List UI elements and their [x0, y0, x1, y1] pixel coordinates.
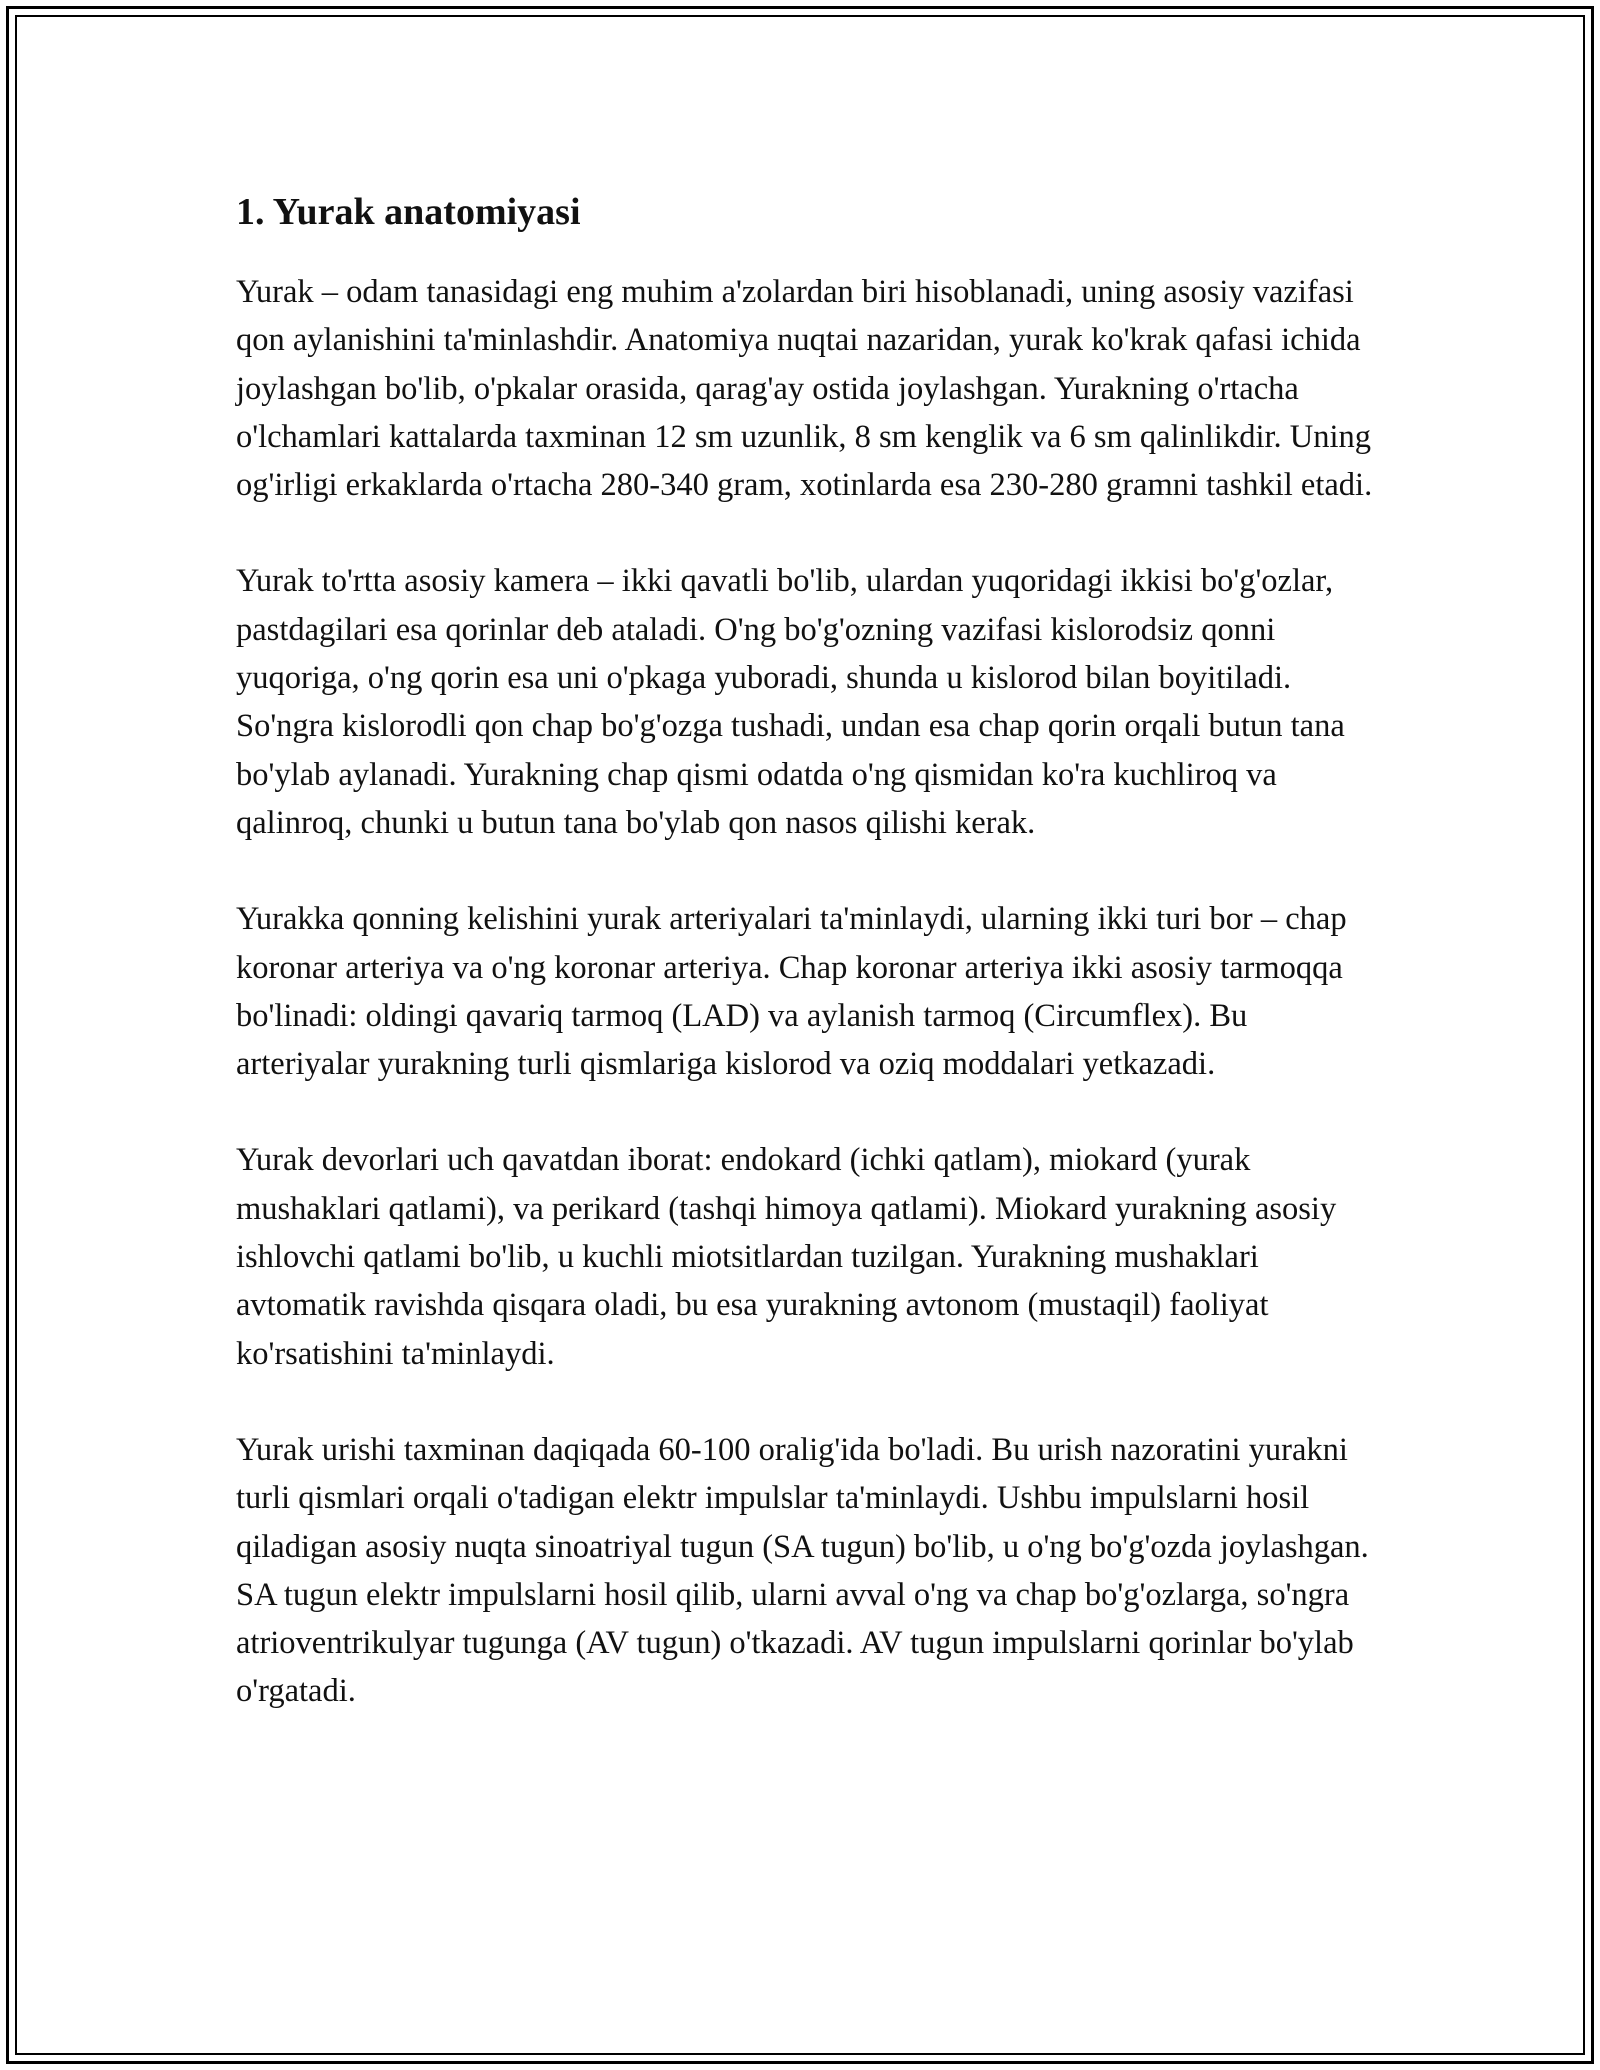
paragraph-3: Yurakka qonning kelishini yurak arteriyalari ta'minlaydi, ularning ikki turi bor – chap koronar arteriya va o'ng koronar arteriya. Chap koronar arteriya ikki asosiy tarmoqqa bo'linadi: oldingi qavariq tarmoq (LAD) va aylanish tarmoq (Circumflex). Bu arteriyalar yurakning turli qismlariga kislorod va oziq moddalari yetkazadi.	[236, 901, 1347, 1083]
section-heading: 1. Yurak anatomiyasi	[236, 191, 581, 233]
paragraph-4: Yurak devorlari uch qavatdan iborat: endokard (ichki qatlam), miokard (yurak mushaklari qatlami), va perikard (tashqi himoya qatlami). Miokard yurakning asosiy ishlovchi qatlami bo'lib, u kuchli miotsitlardan tuzilgan. Yurakning mushaklari avtomatik ravishda qisqara oladi, bu esa yurakning avtonom (mustaqil) faoliyat ko'rsatishini ta'minlaydi.	[236, 1142, 1337, 1372]
paragraph-2: Yurak to'rtta asosiy kamera – ikki qavatli bo'lib, ulardan yuqoridagi ikkisi bo'g'ozlar, pastdagilari esa qorinlar deb ataladi. O'ng bo'g'ozning vazifasi kislorodsiz qonni yuqoriga, o'ng qorin esa uni o'pkaga yuboradi, shunda u kislorod bilan boyitiladi. So'ngra kislorodli qon chap bo'g'ozga tushadi, undan esa chap qorin orqali butun tana bo'ylab aylanadi. Yurakning chap qismi odatda o'ng qismidan ko'ra kuchliroq va qalinroq, chunki u butun tana bo'ylab qon nasos qilishi kerak.	[236, 563, 1345, 841]
document-body	[236, 188, 1386, 1764]
paragraph-1: Yurak – odam tanasidagi eng muhim a'zolardan biri hisoblanadi, uning asosiy vazifasi qon aylanishini ta'minlashdir. Anatomiya nuqtai nazaridan, yurak ko'krak qafasi ichida joylashgan bo'lib, o'pkalar orasida, qarag'ay ostida joylashgan. Yurakning o'rtacha o'lchamlari kattalarda taxminan 12 sm uzunlik, 8 sm kenglik va 6 sm qalinlikdir. Uning og'irligi erkaklarda o'rtacha 280-340 gram, xotinlarda esa 230-280 gramni tashkil etadi.	[236, 274, 1373, 504]
paragraph-5: Yurak urishi taxminan daqiqada 60-100 oralig'ida bo'ladi. Bu urish nazoratini yurakni turli qismlari orqali o'tadigan elektr impulslar ta'minlaydi. Ushbu impulslarni hosil qiladigan asosiy nuqta sinoatriyal tugun (SA tugun) bo'lib, u o'ng bo'g'ozda joylashgan. SA tugun elektr impulslarni hosil qilib, ularni avval o'ng va chap bo'g'ozlarga, so'ngra atrioventrikulyar tugunga (AV tugun) o'tkazadi. AV tugun impulslarni qorinlar bo'ylab o'rgatadi.	[236, 1431, 1369, 1710]
